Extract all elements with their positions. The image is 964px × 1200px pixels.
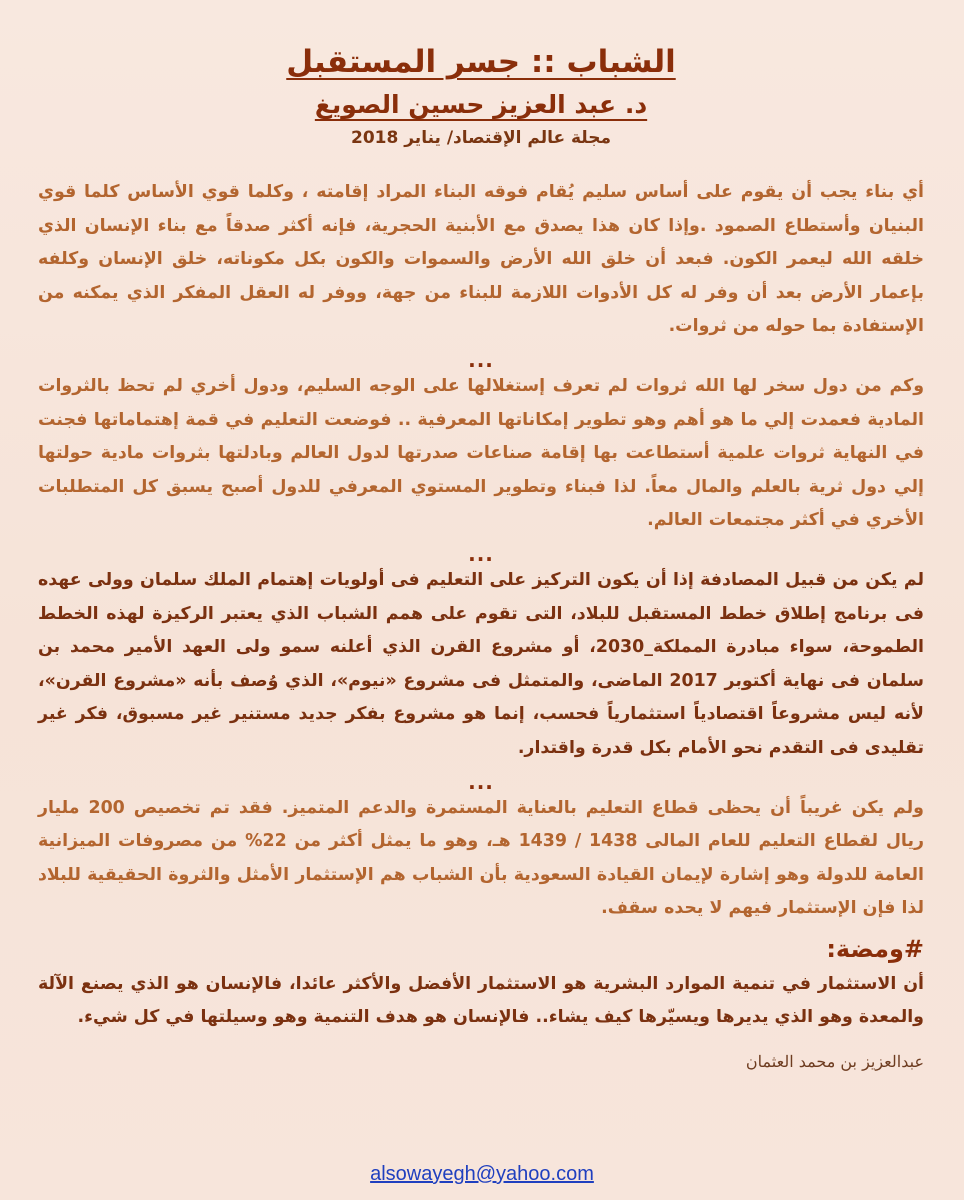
closing-paragraph: أن الاستثمار في تنمية الموارد البشرية هو الاستثمار الأفضل والأكثر عائدا، فالإنسان هو الذي يصنع الآلة والمعدة وهو الذي يديرها ويسيّرها كيف يشاء.. فالإنسان هو هدف التنمية وهو وسيلتها في كل شيء. [38, 973, 924, 1028]
article-title: الشباب :: جسر المستقبل [286, 44, 676, 80]
paragraph-3: لم يكن من قبيل المصادفة إذا أن يكون التركيز على التعليم فى أولويات إهتمام الملك سلمان وولى عهده فى برنامج إطلاق خطط المستقبل للبلاد، التى تقوم على همم الشباب الذي يعتبر الركيزة لهذه الخطط الطموحة، سواء مبادرة المملكة_2030، أو مشروع القرن الذي أعلنه سمو ولى العهد الأمير محمد بن سلمان فى نهاية أكتوبر 2017 الماضى، والمتمثل فى مشروع «نيوم»، الذي وُصف بأنه «مشروع القرن»، لأنه ليس مشروعاً اقتصادياً استثمارياً فحسب، إنما هو مشروع بفكر جديد مستنير غير مسبوق، فكر غير تقليدى فى التقدم نحو الأمام بكل قدرة واقتدار. [38, 569, 924, 758]
email-link[interactable]: alsowayegh@yahoo.com [370, 1163, 594, 1185]
article-source: مجلة عالم الإقتصاد/ يناير 2018 [350, 128, 612, 148]
section-separator: ... [468, 347, 494, 372]
section-separator: ... [468, 541, 494, 566]
article-author: د. عبد العزيز حسين الصويغ [314, 90, 648, 119]
signature: عبدالعزيز بن محمد العثمان [745, 1052, 924, 1072]
paragraph-1: أي بناء يجب أن يقوم على أساس سليم يُقام فوقه البناء المراد إقامته ، وكلما قوي الأساس كلما قوي البنيان وأستطاع الصمود .وإذا كان هذا يصدق مع الأبنية الحجرية، فإنه أكثر صدقاً مع بناء الإنسان الذي خلقه الله ليعمر الكون. فبعد أن خلق الله الأرض والسموات والكون بكل مكوناته، خلق الإنسان وكلفه بإعمار الأرض بعد أن وفر له كل الأدوات اللازمة للبناء من جهة، ووفر له العقل المفكر الذي يمكنه من الإستفادة بما حوله من ثروات. [38, 182, 924, 337]
article-header [38, 0, 924, 152]
paragraph-2: وكم من دول سخر لها الله ثروات لم تعرف إستغلالها على الوجه السليم، ودول أخري لم تحظ بالثروات المادية فعمدت إلي ما هو أهم وهو تطوير إمكاناتها المعرفية .. فوضعت التعليم في قمة إهتماماتها فجنت في النهاية ثروات علمية أستطاعت بها إقامة صناعات صدرتها لدول العالم وبادلتها بثروات مادية حولتها إلي دول ثرية بالعلم والمال معاً. لذا فبناء وتطوير المستوي المعرفي للدول أصبح يسبق كل المتطلبات الأخري في أكثر مجتمعات العالم. [38, 375, 924, 531]
hashtag-heading: #ومضة: [826, 934, 924, 963]
section-separator: ... [468, 769, 494, 794]
paragraph-4: ولم يكن غريباً أن يحظى قطاع التعليم بالعناية المستمرة والدعم المتميز. فقد تم تخصيص 200 مليار ريال لقطاع التعليم للعام المالى 1438 / 1439 هـ، وهو ما يمثل أكثر من 22% من مصروفات الميزانية العامة للدولة وهو إشارة لإيمان القيادة السعودية بأن الشباب هم الإستثمار الأمثل والثروة الحقيقية للبلاد لذا فإن الإستثمار فيهم لا يحده سقف. [38, 797, 924, 919]
